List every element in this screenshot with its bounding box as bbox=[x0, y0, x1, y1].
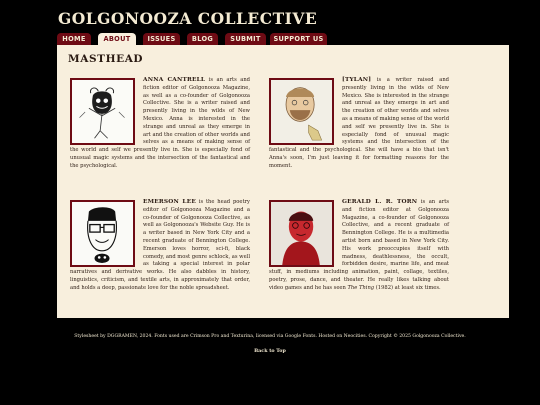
ghost-drawing-illustration bbox=[72, 80, 133, 143]
member-entry-emerson-lee bbox=[70, 199, 250, 293]
page-heading: MASTHEAD bbox=[68, 53, 144, 65]
member-name: [TYLAN] bbox=[342, 77, 372, 83]
portrait-gerald-torn bbox=[269, 200, 334, 267]
red-portrait-painting-illustration bbox=[271, 202, 332, 265]
member-entry-tylan bbox=[269, 77, 449, 171]
tab-issues[interactable]: ISSUES bbox=[143, 33, 180, 45]
portrait-tylan bbox=[269, 78, 334, 145]
back-to-top-link[interactable]: Back to Top bbox=[254, 348, 286, 354]
content-panel bbox=[57, 45, 509, 318]
tab-home[interactable]: HOME bbox=[57, 33, 91, 45]
member-bio: is an arts and fiction editor of Golgonooza Magazine, as well as a co-founder of Golgonooza Collective. She is a writer raised and presently living in the wilds of New Mexico. Anna is interested in the strange and unreal as they emerge in art and the creation of other worlds and selves as a means of making sense of the world and self we presently live in. She is especially fond of unusual magic systems and the intersection of the fantastical and the psychological. bbox=[70, 77, 250, 169]
member-bio: is a writer raised and presently living in the wilds of New Mexico. She is interested in the strange and unreal as they emerge in art and the creation of other worlds and selves as a means of making sense of the world and self we presently live in. She is especially fond of unusual magic systems and the intersection of the fantastical and the psychological. She will have a bio that isn't Anna's soon, I'm just leaving it for formatting reasons for the moment. bbox=[269, 77, 450, 169]
tab-support-us[interactable]: SUPPORT US bbox=[270, 33, 327, 45]
film-title: The Thing bbox=[347, 284, 375, 291]
member-entry-gerald-torn bbox=[269, 199, 449, 293]
bearded-face-drawing-illustration bbox=[271, 80, 332, 143]
tab-submit[interactable]: SUBMIT bbox=[225, 33, 266, 45]
glasses-face-drawing-illustration bbox=[72, 202, 133, 265]
member-name: EMERSON LEE bbox=[143, 199, 196, 205]
tab-about[interactable]: ABOUT bbox=[98, 33, 136, 45]
footer-credits: Stylesheet by DGGRAMEN, 2024. Fonts used are Crimson Pro and Texturina, licensed via Google Fonts. Hosted on Neocities. Copyright © 2025 Golgonooza Collective. bbox=[74, 334, 466, 339]
portrait-anna-cantrell bbox=[70, 78, 135, 145]
member-bio: is the head poetry editor of Golgonooza Magazine and a co-founder of Golgonooza Collective, as well as Golgonooza's Website Guy. He is a writer based in New York City and a recent graduate of Bennington College. Emerson loves horror, sci-fi, black comedy, and most genre schlock, as well as taking a special interest in polar narratives and derivative works. He also dabbles in history, linguistics, criticism, and textile arts, in approximately that order, and holds a deep, passionate love for the noble spreadsheet. bbox=[70, 199, 250, 291]
member-bio: is an arts and fiction editor at Golgonooza Magazine, a co-founder of Golgonooza Collective, and a recent graduate of Bennington College. He is a multimedia artist born and based in New York City. His work preoccupies itself with madness, deathlessness, the occult, forbidden desire, marine life, and meat stuff, in mediums including animation, paint, collage, textiles, poetry, prose, dance, and theater. He really likes talking about video games and he has seen bbox=[269, 199, 449, 291]
site-title: GOLGONOOZA COLLECTIVE bbox=[58, 9, 318, 28]
member-name: ANNA CANTRELL bbox=[143, 77, 206, 83]
tab-blog[interactable]: BLOG bbox=[187, 33, 218, 45]
member-bio-end: (1982) at least six times. bbox=[374, 284, 441, 291]
member-name: GERALD L. R. TORN bbox=[342, 199, 418, 205]
member-entry-anna-cantrell bbox=[70, 77, 250, 171]
portrait-emerson-lee bbox=[70, 200, 135, 267]
